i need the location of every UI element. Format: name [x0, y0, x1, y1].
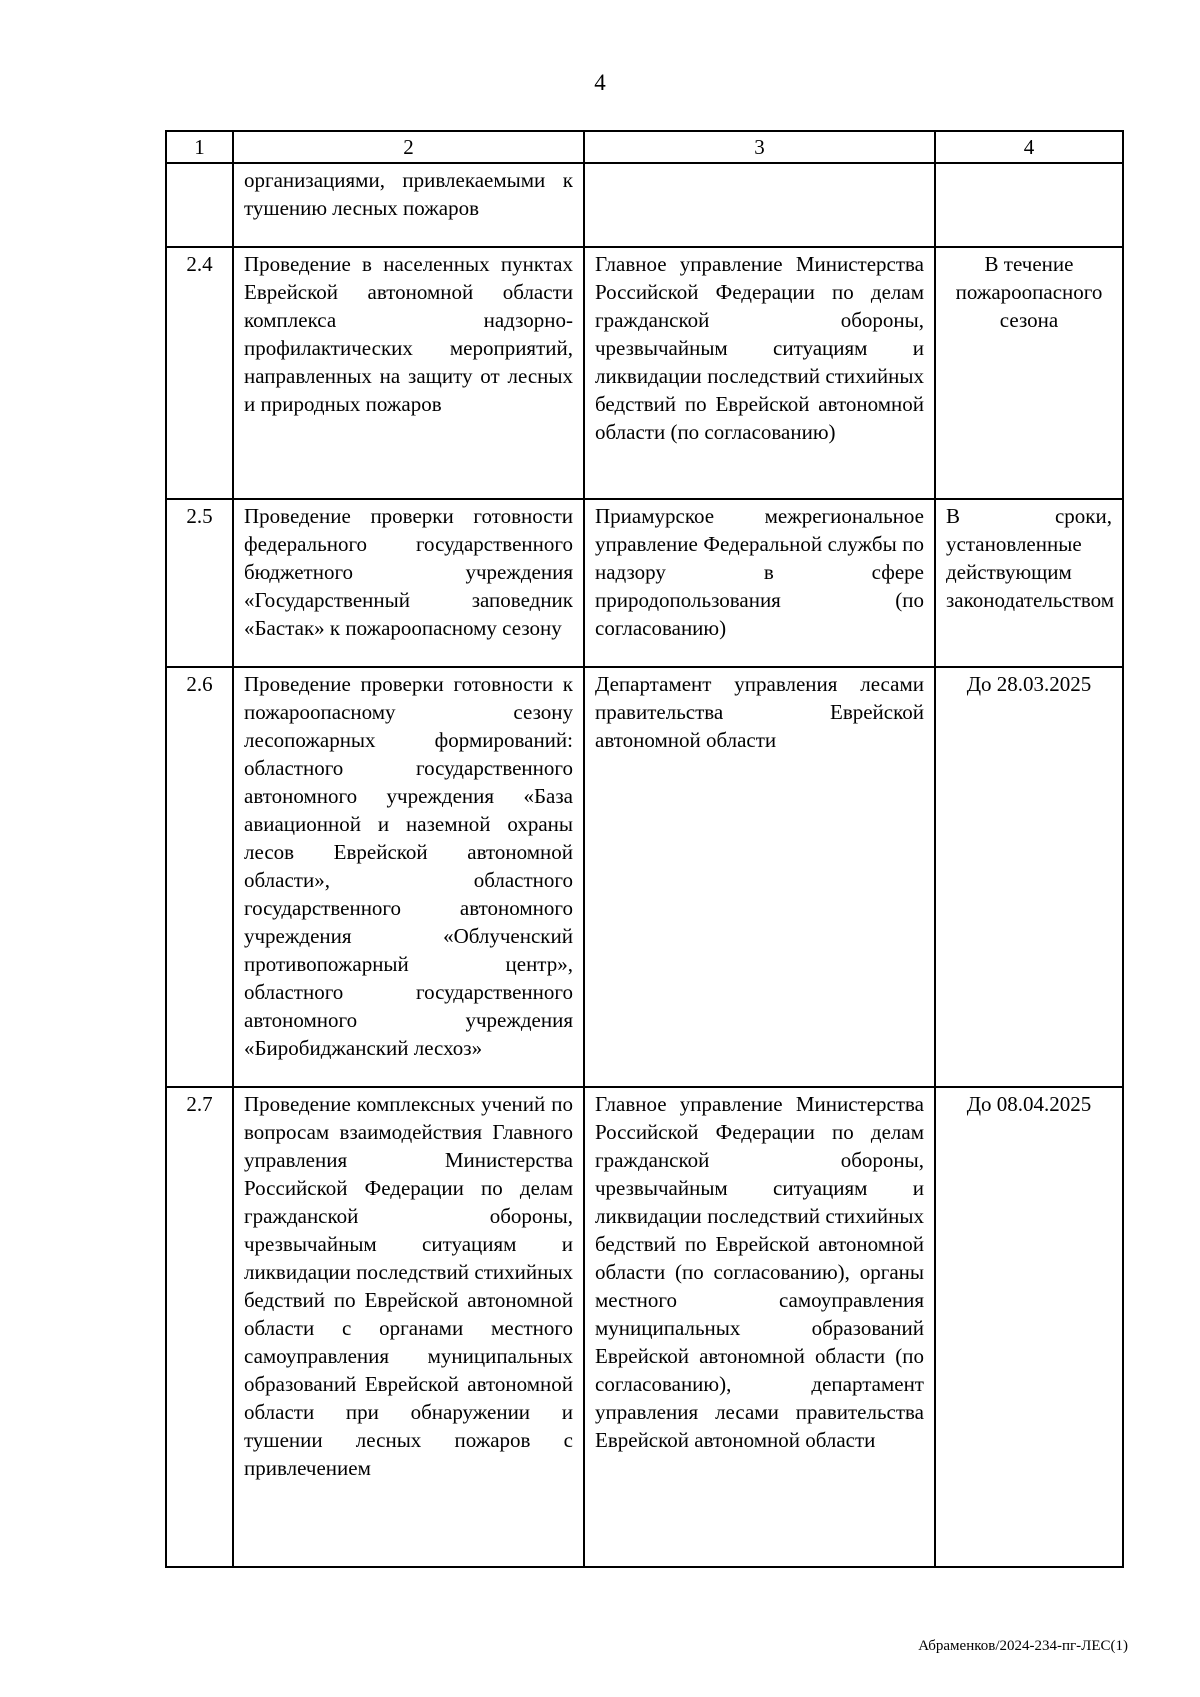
- header-col-3: 3: [584, 131, 935, 163]
- table-header-row: [166, 131, 1123, 163]
- table-row: [166, 1087, 1123, 1567]
- row-number: 2.7: [166, 1087, 233, 1567]
- row-deadline: В течение пожароопасного сезона: [935, 247, 1123, 499]
- table-row: [166, 667, 1123, 1087]
- measures-table: [165, 130, 1124, 1568]
- row-number: 2.6: [166, 667, 233, 1087]
- row-deadline: [935, 163, 1123, 247]
- row-deadline: До 08.04.2025: [935, 1087, 1123, 1567]
- row-responsible: Приамурское межрегиональное управление Федеральной службы по надзору в сфере природопользования (по согласованию): [584, 499, 935, 667]
- row-event: организациями, привлекаемыми к тушению лесных пожаров: [233, 163, 584, 247]
- header-col-4: 4: [935, 131, 1123, 163]
- table-row: [166, 163, 1123, 247]
- row-responsible: Главное управление Министерства Российской Федерации по делам гражданской обороны, чрезвычайным ситуациям и ликвидации последствий стихийных бедствий по Еврейской автономной области (по согласованию), органы местного самоуправления муниципальных образований Еврейской автономной области (по согласованию), департамент управления лесами правительства Еврейской автономной области: [584, 1087, 935, 1567]
- row-deadline: В сроки, установленные действующим законодательством: [935, 499, 1123, 667]
- row-number: [166, 163, 233, 247]
- row-responsible: [584, 163, 935, 247]
- row-event: Проведение проверки готовности к пожароопасному сезону лесопожарных формирований: областного государственного автономного учреждения «База авиационной и наземной охраны лесов Еврейской автономной области», областного государственного автономного учреждения «Облученский противопожарный центр», областного государственного автономного учреждения «Биробиджанский лесхоз»: [233, 667, 584, 1087]
- row-number: 2.5: [166, 499, 233, 667]
- document-reference: Абраменков/2024-234-пг-ЛЕС(1): [918, 1638, 1128, 1654]
- row-responsible: Главное управление Министерства Российской Федерации по делам гражданской обороны, чрезвычайным ситуациям и ликвидации последствий стихийных бедствий по Еврейской автономной области (по согласованию): [584, 247, 935, 499]
- table-row: [166, 247, 1123, 499]
- row-event: Проведение комплексных учений по вопросам взаимодействия Главного управления Министерства Российской Федерации по делам гражданской обороны, чрезвычайным ситуациям и ликвидации последствий стихийных бедствий по Еврейской автономной области с органами местного самоуправления муниципальных образований Еврейской автономной области при обнаружении и тушении лесных пожаров с привлечением: [233, 1087, 584, 1567]
- row-event: Проведение в населенных пунктах Еврейской автономной области комплекса надзорно-профилактических мероприятий, направленных на защиту от лесных и природных пожаров: [233, 247, 584, 499]
- row-deadline: До 28.03.2025: [935, 667, 1123, 1087]
- row-responsible: Департамент управления лесами правительства Еврейской автономной области: [584, 667, 935, 1087]
- table-row: [166, 499, 1123, 667]
- row-event: Проведение проверки готовности федерального государственного бюджетного учреждения «Государственный заповедник «Бастак» к пожароопасному сезону: [233, 499, 584, 667]
- row-number: 2.4: [166, 247, 233, 499]
- header-col-2: 2: [233, 131, 584, 163]
- page-number: 4: [594, 70, 606, 95]
- header-col-1: 1: [166, 131, 233, 163]
